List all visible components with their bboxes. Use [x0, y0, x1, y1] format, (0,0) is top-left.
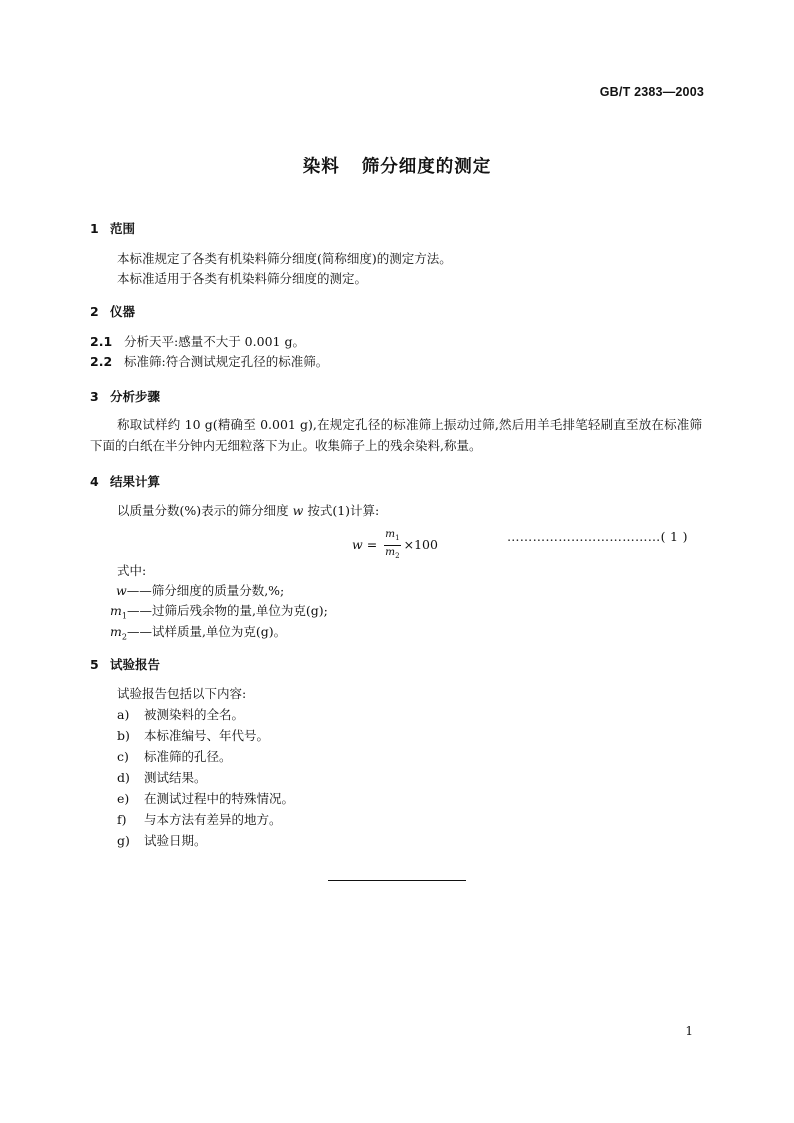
section-number: 5 [90, 657, 99, 672]
section-1-paragraph-1: 本标准规定了各类有机染料筛分细度(简称细度)的测定方法。 [117, 251, 452, 266]
section-1-heading [90, 219, 135, 237]
list-item [117, 726, 269, 746]
formula [352, 528, 438, 563]
def-text: 过筛后残余物的量,单位为克(g); [151, 603, 328, 618]
end-separator-line [328, 880, 466, 881]
section-title: 结果计算 [110, 474, 161, 489]
list-item-text: 被测染料的全名。 [144, 707, 245, 722]
section-3-paragraph: 称取试样约 10 g(精确至 0.001 g),在规定孔径的标准筛上振动过筛,然后用羊毛排笔轻刷直至放在标准筛下面的白纸在半分钟内无细粒落下为止。收集筛子上的残余染料,称量。 [90, 417, 702, 453]
formula-leader [507, 529, 688, 544]
section-title: 仪器 [110, 304, 136, 319]
clause-text: 标准筛:符合测试规定孔径的标准筛。 [124, 354, 329, 369]
intro-text: 以质量分数(%)表示的筛分细度 [117, 503, 289, 518]
clause-2-2 [90, 352, 328, 372]
where-label: 式中: [117, 563, 147, 578]
formula-lhs: w [352, 537, 363, 553]
formula-times: × [403, 537, 415, 553]
title-part2: 筛分细度的测定 [361, 157, 492, 177]
section-5-heading [90, 655, 160, 673]
list-item [117, 768, 207, 788]
fraction-numerator [384, 528, 400, 546]
def-dash: —— [126, 583, 152, 598]
definition-w [116, 581, 284, 601]
numerator-sub: 1 [395, 534, 400, 543]
formula-equals: = [366, 537, 378, 553]
def-text: 试样质量,单位为克(g)。 [151, 624, 287, 639]
def-var: m [110, 624, 122, 639]
list-item-label: c) [117, 749, 129, 764]
numerator-var: m [385, 528, 396, 540]
clause-text: 分析天平:感量不大于 0.001 g。 [124, 334, 305, 349]
section-3-heading [90, 387, 160, 405]
equation-number: ( 1 ) [660, 529, 688, 544]
section-1-paragraph-2: 本标准适用于各类有机染料筛分细度的测定。 [117, 271, 368, 286]
list-item [117, 810, 282, 830]
document-title [0, 153, 794, 178]
leader-dots: ……………………………… [507, 529, 661, 544]
list-item-label: g) [117, 833, 130, 848]
list-item [117, 831, 207, 851]
section-5-intro: 试验报告包括以下内容: [117, 686, 247, 701]
def-var: w [116, 583, 127, 598]
def-sub: 1 [121, 611, 127, 621]
clause-number: 2.1 [90, 334, 113, 349]
fraction-denominator [384, 546, 400, 563]
variable-w: w [292, 503, 304, 518]
denominator-var: m [385, 546, 396, 559]
list-item-label: e) [117, 791, 130, 806]
def-sub: 2 [121, 632, 127, 642]
intro-text-tail: 按式(1)计算: [307, 503, 380, 518]
list-item-label: b) [117, 728, 130, 743]
list-item-label: d) [117, 770, 130, 785]
def-text: 筛分细度的质量分数,%; [151, 583, 285, 598]
section-4-heading [90, 472, 160, 490]
section-number: 3 [90, 389, 99, 404]
definition-m2 [110, 622, 286, 648]
list-item-label: a) [117, 707, 130, 722]
list-item [117, 747, 232, 767]
section-4-intro [117, 501, 379, 521]
clause-2-1 [90, 332, 305, 352]
list-item-text: 测试结果。 [144, 770, 207, 785]
list-item-text: 试验日期。 [144, 833, 207, 848]
list-item-text: 与本方法有差异的地方。 [144, 812, 282, 827]
section-number: 2 [90, 304, 99, 319]
title-part1: 染料 [302, 157, 340, 177]
list-item-label: f) [117, 812, 127, 827]
list-item-text: 标准筛的孔径。 [144, 749, 232, 764]
denominator-sub: 2 [395, 552, 400, 561]
def-dash: —— [126, 603, 152, 618]
section-2-heading [90, 302, 135, 320]
section-title: 范围 [110, 221, 136, 236]
list-item [117, 789, 294, 809]
def-var: m [110, 603, 122, 618]
list-item-text: 本标准编号、年代号。 [144, 728, 270, 743]
standard-number: GB/T 2383—2003 [599, 85, 704, 99]
def-dash: —— [126, 624, 152, 639]
section-title: 试验报告 [110, 657, 161, 672]
list-item-text: 在测试过程中的特殊情况。 [144, 791, 295, 806]
section-title: 分析步骤 [110, 389, 161, 404]
clause-number: 2.2 [90, 354, 113, 369]
formula-fraction [384, 528, 400, 563]
formula-factor: 100 [414, 537, 438, 553]
section-number: 1 [90, 221, 99, 236]
section-number: 4 [90, 474, 99, 489]
list-item [117, 705, 244, 725]
page-number: 1 [685, 1024, 693, 1038]
